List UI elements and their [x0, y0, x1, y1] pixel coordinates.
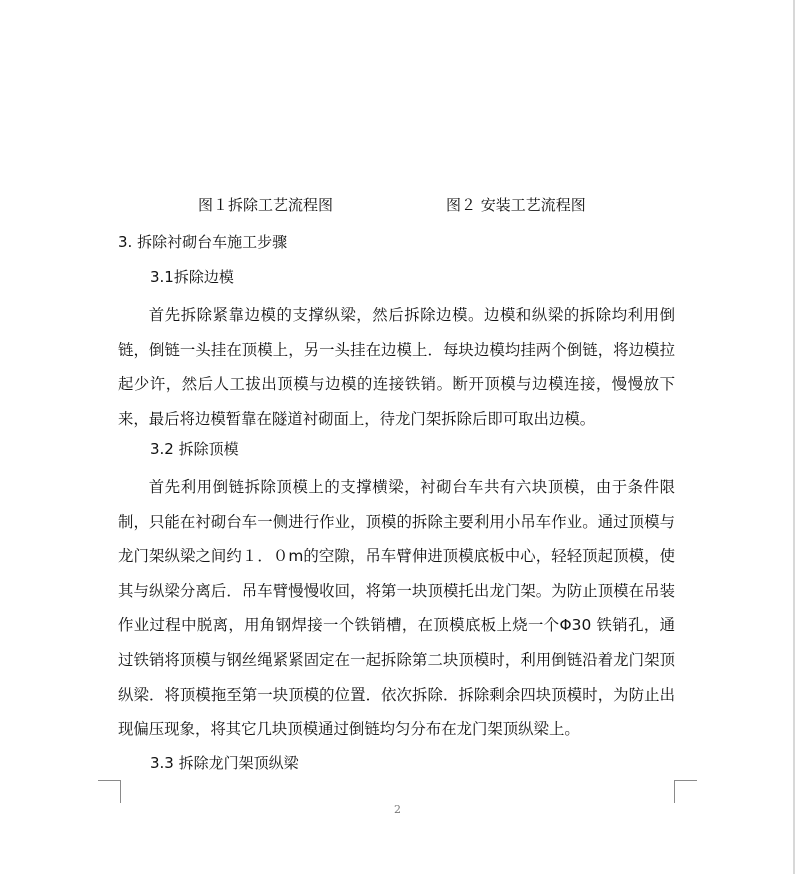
subsection-3-3-heading: 3.3 拆除龙门架顶纵梁 [150, 754, 299, 772]
page-number: 2 [394, 803, 401, 816]
figure-1-caption: 图１拆除工艺流程图 [198, 196, 334, 214]
subsection-3-2-heading: 3.2 拆除顶模 [150, 440, 239, 458]
subsection-3-1-heading: 3.1拆除边模 [150, 268, 234, 286]
margin-corner-mark-left [98, 780, 121, 803]
figure-2-caption: 图２ 安装工艺流程图 [446, 196, 586, 214]
subsection-3-2-paragraph: 首先利用倒链拆除顶模上的支撑横梁，衬砌台车共有六块顶模，由于条件限制，只能在衬砌台车一侧进行作业，顶模的拆除主要利用小吊车作业。通过顶模与龙门架纵梁之间约１．０m的空隙，吊车臂伸进顶模底板中心，轻轻顶起顶模，使其与纵梁分离后．吊车臂慢慢收回，将第一块顶模托出龙门架。为防止顶模在吊装作业过程中脱离，用角钢焊接一个铁销槽，在顶模底板上烧一个Φ30 铁销孔，通过铁销将顶模与钢丝绳紧紧固定在一起拆除第二块顶模时，利用倒链沿着龙门架顶纵梁．将顶模拖至第一块顶模的位置．依次拆除．拆除剩余四块顶模时，为防止出现偏压现象，将其它几块顶模通过倒链均匀分布在龙门架顶纵梁上。 [118, 478, 675, 739]
margin-corner-mark-right [674, 780, 697, 803]
subsection-3-1-paragraph: 首先拆除紧靠边模的支撑纵梁，然后拆除边模。边模和纵梁的拆除均利用倒链，倒链一头挂在顶模上，另一头挂在边模上．每块边模均挂两个倒链，将边模拉起少许，然后人工拔出顶模与边模的连接铁销。断开顶模与边模连接，慢慢放下来，最后将边模暂靠在隧道衬砌面上，待龙门架拆除后即可取出边模。 [118, 306, 675, 428]
section-3-heading: 3. 拆除衬砌台车施工步骤 [118, 233, 288, 251]
